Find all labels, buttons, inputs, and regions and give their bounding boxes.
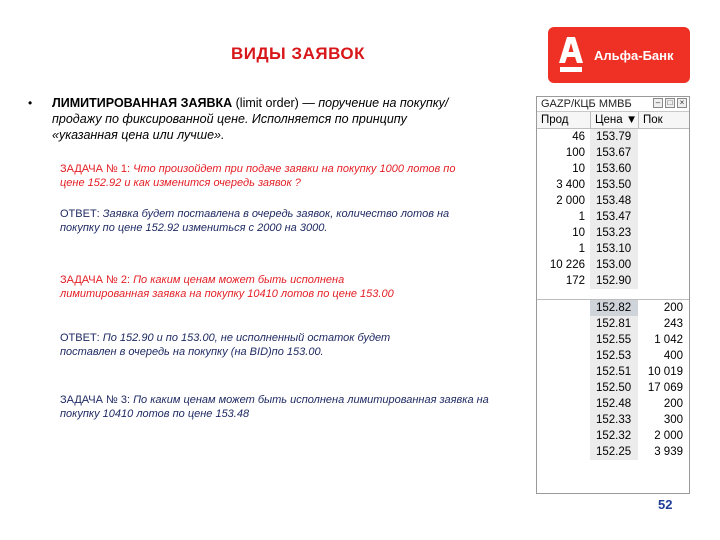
ask-price: 153.00 <box>590 257 638 273</box>
ask-qty: 100 <box>565 147 585 159</box>
ask-price: 153.47 <box>590 209 638 225</box>
task-2-tag: ЗАДАЧА № 2: <box>60 274 131 286</box>
bid-empty-cell <box>537 396 590 412</box>
answer-2-text: По 152.90 и по 153.00, не исполненный остаток будет поставлен в очередь на покупку (на BID)по 153.00. <box>60 332 391 358</box>
bid-qty: 17 069 <box>647 382 683 394</box>
bid-price: 152.81 <box>590 316 638 332</box>
order-book-title: GAZP/КЦБ ММВБ <box>541 98 632 110</box>
task-1 <box>60 162 480 190</box>
ask-qty: 3 400 <box>556 179 585 191</box>
ask-row[interactable] <box>537 241 689 257</box>
ask-empty-cell <box>638 241 689 257</box>
answer-2 <box>60 331 440 359</box>
ask-qty: 2 000 <box>556 195 585 207</box>
bid-price: 152.50 <box>590 380 638 396</box>
bid-price: 152.25 <box>590 444 638 460</box>
order-book-header <box>537 112 689 129</box>
ask-row[interactable] <box>537 193 689 209</box>
bid-qty: 10 019 <box>647 366 683 378</box>
bid-empty-cell <box>537 444 590 460</box>
task-3-text: По каким ценам может быть исполнена лимитированная заявка на покупку 10410 лотов по цене 153.48 <box>60 394 489 420</box>
definition-paragraph <box>52 95 452 143</box>
ask-row[interactable] <box>537 257 689 273</box>
bullet-marker: • <box>28 96 33 110</box>
ask-price: 153.23 <box>590 225 638 241</box>
bid-price: 152.53 <box>590 348 638 364</box>
slide-title: ВИДЫ ЗАЯВОК <box>230 44 366 63</box>
bid-price: 152.48 <box>590 396 638 412</box>
ask-empty-cell <box>638 161 689 177</box>
column-header-sell[interactable]: Прод <box>541 114 569 126</box>
bid-empty-cell <box>537 364 590 380</box>
task-3-tag: ЗАДАЧА № 3: <box>60 394 131 406</box>
ask-empty-cell <box>638 145 689 161</box>
ask-price: 153.67 <box>590 145 638 161</box>
definition-text: поручение на покупку/продажу по фиксированной цене. Исполняется по принципу «указанная цена или лучше». <box>52 96 449 142</box>
ask-qty: 172 <box>565 275 585 287</box>
ask-qty: 10 <box>572 227 585 239</box>
ask-row[interactable] <box>537 129 689 145</box>
ask-row[interactable] <box>537 161 689 177</box>
bid-empty-cell <box>537 300 590 316</box>
order-book-titlebar <box>537 97 689 112</box>
answer-2-tag: ОТВЕТ: <box>60 332 100 344</box>
ask-empty-cell <box>638 177 689 193</box>
ask-empty-cell <box>638 193 689 209</box>
bid-row[interactable] <box>537 380 689 396</box>
bid-row[interactable] <box>537 332 689 348</box>
ask-price: 153.48 <box>590 193 638 209</box>
task-1-tag: ЗАДАЧА № 1: <box>60 163 131 175</box>
order-book-rows <box>537 129 689 460</box>
ask-qty: 10 226 <box>549 259 585 271</box>
bid-qty: 200 <box>663 398 683 410</box>
task-1-text: Что произойдет при подаче заявки на покупку 1000 лотов по цене 152.92 и как изменится очередь заявок ? <box>60 163 456 189</box>
answer-1-tag: ОТВЕТ: <box>60 208 100 220</box>
bid-price: 152.33 <box>590 412 638 428</box>
bid-price: 152.32 <box>590 428 638 444</box>
task-3 <box>60 393 490 421</box>
term-english: (limit order) — <box>232 96 319 110</box>
ask-empty-cell <box>638 225 689 241</box>
bid-row[interactable] <box>537 412 689 428</box>
ask-qty: 1 <box>578 211 585 223</box>
close-icon[interactable]: × <box>677 98 687 108</box>
bid-qty: 2 000 <box>654 430 683 442</box>
bid-row[interactable] <box>537 444 689 460</box>
bid-qty: 200 <box>663 302 683 314</box>
task-2-text: По каким ценам может быть исполнена лимитированная заявка на покупку 10410 лотов по цене 153.00 <box>60 274 394 300</box>
bid-row[interactable] <box>537 396 689 412</box>
term-bold: ЛИМИТИРОВАННАЯ ЗАЯВКА <box>52 96 233 110</box>
bid-row[interactable] <box>537 364 689 380</box>
ask-qty: 46 <box>572 131 585 143</box>
bid-price: 152.55 <box>590 332 638 348</box>
task-2 <box>60 273 400 301</box>
ask-row[interactable] <box>537 225 689 241</box>
ask-price: 153.10 <box>590 241 638 257</box>
answer-1-text: Заявка будет поставлена в очередь заявок, количество лотов на покупку по цене 152.92 измениться с 2000 на 3000. <box>60 208 450 234</box>
column-header-buy[interactable]: Пок <box>638 112 689 128</box>
ask-price: 152.90 <box>590 273 638 289</box>
alfa-bank-logo <box>548 27 690 83</box>
bid-row[interactable] <box>537 300 689 316</box>
ask-price: 153.60 <box>590 161 638 177</box>
bid-qty: 1 042 <box>654 334 683 346</box>
bid-empty-cell <box>537 380 590 396</box>
minimize-icon[interactable]: – <box>653 98 663 108</box>
ask-price: 153.79 <box>590 129 638 145</box>
bid-row[interactable] <box>537 316 689 332</box>
bid-price: 152.51 <box>590 364 638 380</box>
bid-row[interactable] <box>537 348 689 364</box>
ask-empty-cell <box>638 257 689 273</box>
bid-qty: 3 939 <box>654 446 683 458</box>
ask-row[interactable] <box>537 209 689 225</box>
ask-empty-cell <box>638 209 689 225</box>
bid-empty-cell <box>537 332 590 348</box>
bid-empty-cell <box>537 412 590 428</box>
bid-empty-cell <box>537 316 590 332</box>
bid-price: 152.82 <box>590 300 638 316</box>
bid-qty: 300 <box>663 414 683 426</box>
ask-empty-cell <box>638 129 689 145</box>
bid-empty-cell <box>537 348 590 364</box>
logo-text: Альфа-Банк <box>594 47 674 63</box>
page-number: 52 <box>658 497 673 512</box>
bid-empty-cell <box>537 428 590 444</box>
bid-qty: 400 <box>663 350 683 362</box>
ask-row[interactable] <box>537 273 689 289</box>
answer-1 <box>60 207 480 235</box>
spread-divider <box>537 289 689 300</box>
ask-qty: 1 <box>578 243 585 255</box>
order-book-window <box>536 96 690 494</box>
bid-qty: 243 <box>663 318 683 330</box>
maximize-icon[interactable]: □ <box>665 98 675 108</box>
ask-empty-cell <box>638 273 689 289</box>
column-header-price[interactable]: Цена ▼ <box>590 112 638 128</box>
ask-qty: 10 <box>572 163 585 175</box>
ask-row[interactable] <box>537 145 689 161</box>
alfa-logo-icon <box>558 35 584 75</box>
ask-row[interactable] <box>537 177 689 193</box>
bid-row[interactable] <box>537 428 689 444</box>
ask-price: 153.50 <box>590 177 638 193</box>
